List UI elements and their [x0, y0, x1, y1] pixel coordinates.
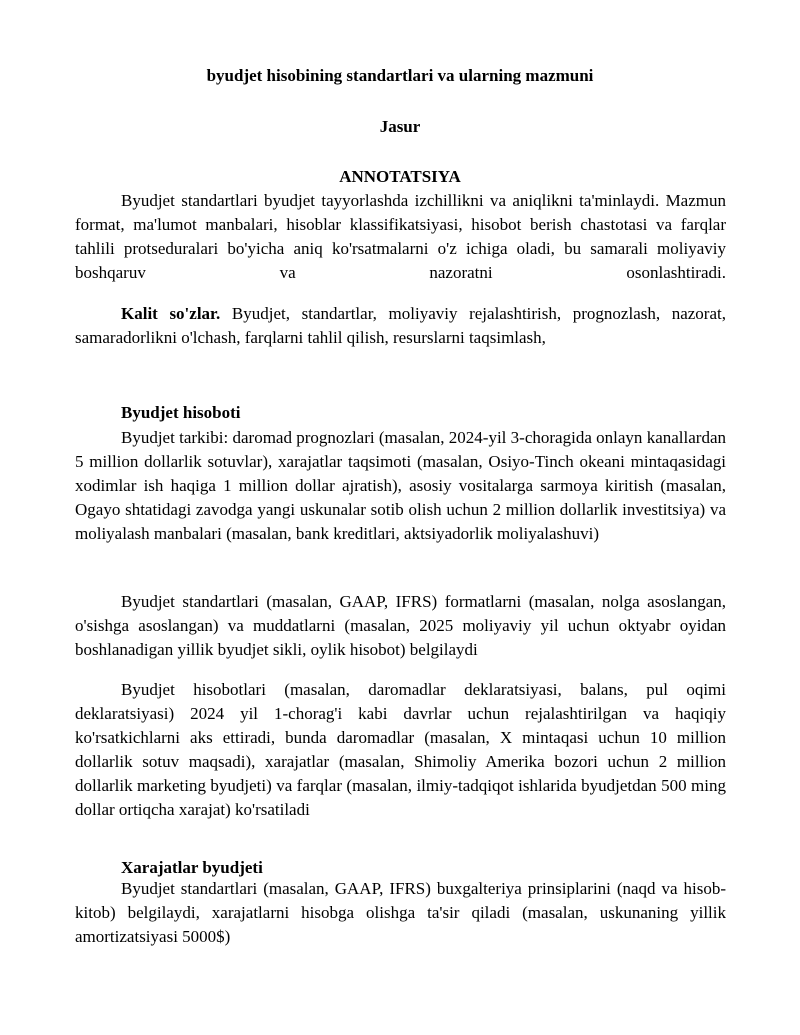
section-paragraph: Byudjet tarkibi: daromad prognozlari (masalan, 2024-yil 3-choragida onlayn kanallardan 5 million dollarlik sotuvlar), xarajatlar taqsimoti (masalan, Osiyo-Tinch okeani mintaqasidagi xodimlar ish haqiga 1 million dollar ajratish), asosiy vositalarga sarmoya kiritish (masalan, Ogayo shtatidagi zavodga yangi uskunalar sotib olish uchun 2 million dollarlik investitsiya) va moliyalash manbalari (masalan, bank kreditlari, aktsiyadorlik moliyalashuvi) [75, 428, 726, 543]
section-paragraph: Byudjet standartlari (masalan, GAAP, IFRS) formatlarni (masalan, nolga asoslangan, o'sishga asoslangan) va muddatlarni (masalan, 2025 moliyaviy yil uchun oktyabr oyidan boshlanadigan yillik byudjet sikli, oylik hisobot) belgilaydi [75, 592, 726, 659]
section-heading-expense-budget: Xarajatlar byudjeti [121, 858, 263, 877]
section-paragraph: Byudjet standartlari (masalan, GAAP, IFRS) buxgalteriya prinsiplarini (naqd va hisob-kitob) belgilaydi, xarajatlarni hisobga olishga ta'sir qiladi (masalan, uskunaning yillik amortizatsiyasi 5000$) [75, 879, 726, 946]
section-paragraph: Byudjet hisobotlari (masalan, daromadlar deklaratsiyasi, balans, pul oqimi deklaratsiyasi) 2024 yil 1-chorag'i kabi davrlar uchun rejalashtirilgan va haqiqiy ko'rsatkichlarni aks ettiradi, bunda daromadlar (masalan, X mintaqasi uchun 10 million dollarlik sotuv maqsadi), xarajatlar (masalan, Shimoliy Amerika bozori uchun 2 million dollarlik marketing byudjeti) va farqlar (masalan, ilmiy-tadqiqot ishlarida byudjetdan 500 ming dollar ortiqcha xarajat) ko'rsatiladi [75, 680, 726, 819]
section-heading-budget-report: Byudjet hisoboti [121, 403, 241, 422]
keywords-paragraph [75, 302, 726, 350]
keywords-text: Byudjet, standartlar, moliyaviy rejalashtirish, prognozlash, nazorat, samaradorlikni o'lchash, farqlarni tahlil qilish, resurslarni taqsimlash, [75, 304, 726, 347]
abstract-paragraph: Byudjet standartlari byudjet tayyorlashda izchillikni va aniqlikni ta'minlaydi. Mazmun format, ma'lumot manbalari, hisoblar klassifikatsiyasi, hisobot berish chastotasi va farqlar tahlili protseduralari bo'yicha aniq ko'rsatmalarni o'z ichiga oladi, bu samarali moliyaviy boshqaruv va nazoratni osonlashtiradi. [75, 191, 726, 282]
abstract-heading: ANNOTATSIYA [339, 167, 461, 186]
keywords-label: Kalit so'zlar. [121, 304, 221, 323]
document-title: byudjet hisobining standartlari va ularning mazmuni [206, 66, 594, 85]
author-name: Jasur [379, 117, 421, 136]
